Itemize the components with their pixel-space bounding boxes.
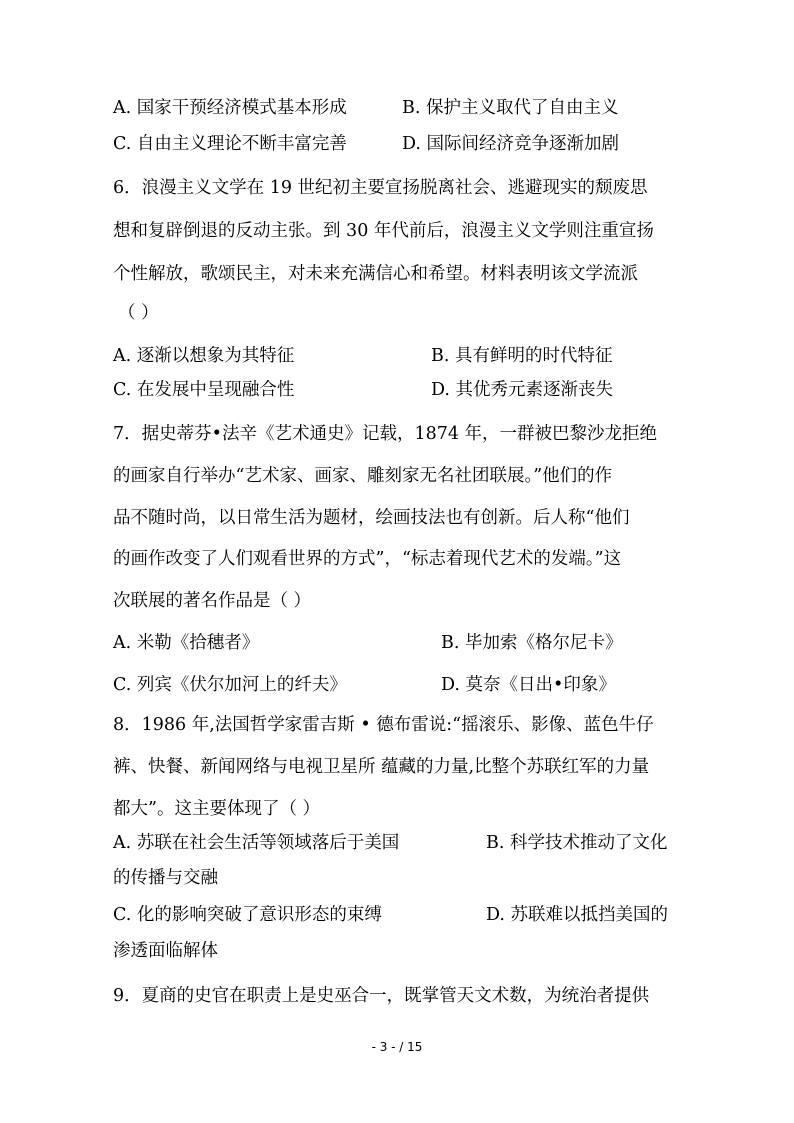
q7-option-d: D. 莫奈《日出•印象》	[441, 675, 616, 695]
q8-option-d: D. 苏联难以抵挡美国的	[486, 905, 669, 925]
q7-option-c: C. 列宾《伏尔加河上的纤夫》	[113, 675, 347, 695]
q6-stem-line: 6．浪漫主义文学在 19 世纪初主要宣扬脱离社会、逃避现实的颓废思	[113, 178, 648, 198]
q8-option-d-continuation: 渗透面临解体	[113, 941, 218, 961]
q7-option-b: B. 毕加索《格尔尼卡》	[441, 633, 623, 653]
q8-stem-line: 都大”。这主要体现了（ ）	[113, 799, 321, 819]
q8-option-a: A. 苏联在社会生活等领域落后于美国	[113, 833, 400, 853]
q8-option-c: C. 化的影响突破了意识形态的束缚	[113, 905, 382, 925]
q5-option-a: A. 国家干预经济模式基本形成	[113, 98, 347, 118]
q9-stem-line: 9．夏商的史官在职责上是史巫合一，既掌管天文术数，为统治者提供	[113, 986, 650, 1006]
q5-option-d: D. 国际间经济竞争逐渐加剧	[402, 134, 620, 154]
q8-stem-line: 裤、快餐、新闻网络与电视卫星所 蕴藏的力量,比整个苏联红军的力量	[113, 757, 650, 777]
q6-stem-line: 个性解放，歌颂民主，对未来充满信心和希望。材料表明该文学流派	[113, 264, 638, 284]
page-number: - 3 - / 15	[371, 1040, 423, 1054]
q6-stem-line: 想和复辟倒退的反动主张。到 30 年代前后，浪漫主义文学则注重宣扬	[113, 221, 654, 241]
q6-option-c: C. 在发展中呈现融合性	[113, 380, 295, 400]
q5-option-c: C. 自由主义理论不断丰富完善	[113, 134, 347, 154]
q7-stem-line: 的画作改变了人们观看世界的方式”，“标志着现代艺术的发端。”这	[113, 549, 622, 569]
q8-option-b-continuation: 的传播与交融	[113, 868, 218, 888]
q6-answer-blank: （ ）	[118, 303, 159, 323]
q7-stem-line: 次联展的著名作品是（ ）	[113, 591, 312, 611]
q8-option-b: B. 科学技术推动了文化	[486, 833, 668, 853]
q7-option-a: A. 米勒《拾穗者》	[113, 633, 260, 653]
q5-option-b: B. 保护主义取代了自由主义	[402, 98, 619, 118]
q6-option-d: D. 其优秀元素逐渐丧失	[431, 380, 614, 400]
q7-stem-line: 7．据史蒂芬•法辛《艺术通史》记载，1874 年，一群被巴黎沙龙拒绝	[113, 424, 658, 444]
q8-stem-line: 8．1986 年,法国哲学家雷吉斯 • 德布雷说:“摇滚乐、影像、蓝色牛仔	[113, 715, 654, 735]
q6-option-a: A. 逐渐以想象为其特征	[113, 346, 295, 366]
q7-stem-line: 的画家自行举办“艺术家、画家、雕刻家无名社团联展。”他们的作	[113, 466, 613, 486]
q6-option-b: B. 具有鲜明的时代特征	[431, 346, 613, 366]
q7-stem-line: 品不随时尚，以日常生活为题材，绘画技法也有创新。后人称“他们	[113, 508, 630, 528]
